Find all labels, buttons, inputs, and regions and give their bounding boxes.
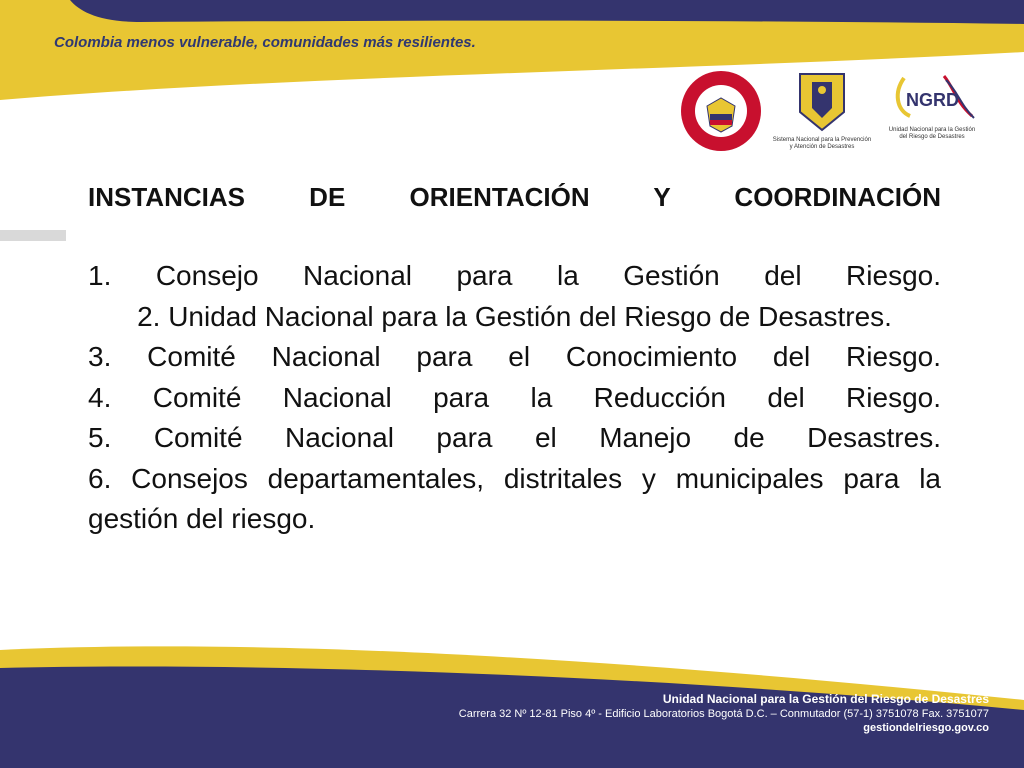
slide-title: INSTANCIAS DE ORIENTACIÓN Y COORDINACIÓN	[88, 182, 941, 212]
ungrd-caption-line2: del Riesgo de Desastres	[899, 134, 965, 140]
ungrd-mark-icon	[884, 70, 980, 122]
list-item: 2. Unidad Nacional para la Gestión del Riesgo de Desastres.	[137, 300, 892, 332]
snpad-hand-icon	[766, 68, 878, 132]
list-item: 4. Comité Nacional para la Reducción del Riesgo.	[88, 381, 941, 413]
snpad-logo	[766, 68, 878, 154]
list-item: 3. Comité Nacional para el Conocimiento del Riesgo.	[88, 341, 941, 372]
footer-address: Carrera 32 Nº 12-81 Piso 4º - Edificio Laboratorios Bogotá D.C. – Conmutador (57-1) 3751078 Fax. 3751077	[458, 708, 989, 720]
footer-org-name: Unidad Nacional para la Gestión del Riesgo de Desastres	[662, 692, 989, 706]
list-item: 5. Comité Nacional para el Manejo de Desastres.	[88, 422, 941, 453]
list-item: 1. Consejo Nacional para la Gestión del Riesgo.	[88, 260, 941, 291]
footer-info	[459, 692, 989, 734]
republic-seal-icon	[680, 70, 762, 152]
list-item: 6. Consejos departamentales, distritales y municipales para la gestión del riesgo.	[88, 462, 941, 534]
side-tab-decoration	[0, 230, 66, 241]
header-tagline: Colombia menos vulnerable, comunidades más resilientes.	[54, 34, 476, 51]
ungrd-wordmark: NGRD	[906, 90, 959, 110]
snpad-caption-line1: Sistema Nacional para la Prevención	[772, 137, 872, 143]
instances-list	[88, 256, 941, 540]
ungrd-caption-line1: Unidad Nacional para la Gestión	[888, 127, 976, 133]
snpad-caption-line2: y Atención de Desastres	[789, 144, 855, 150]
ungrd-logo	[884, 70, 980, 154]
republic-seal-logo	[680, 70, 762, 152]
footer-website-link[interactable]: gestiondelriesgo.gov.co	[863, 722, 989, 734]
